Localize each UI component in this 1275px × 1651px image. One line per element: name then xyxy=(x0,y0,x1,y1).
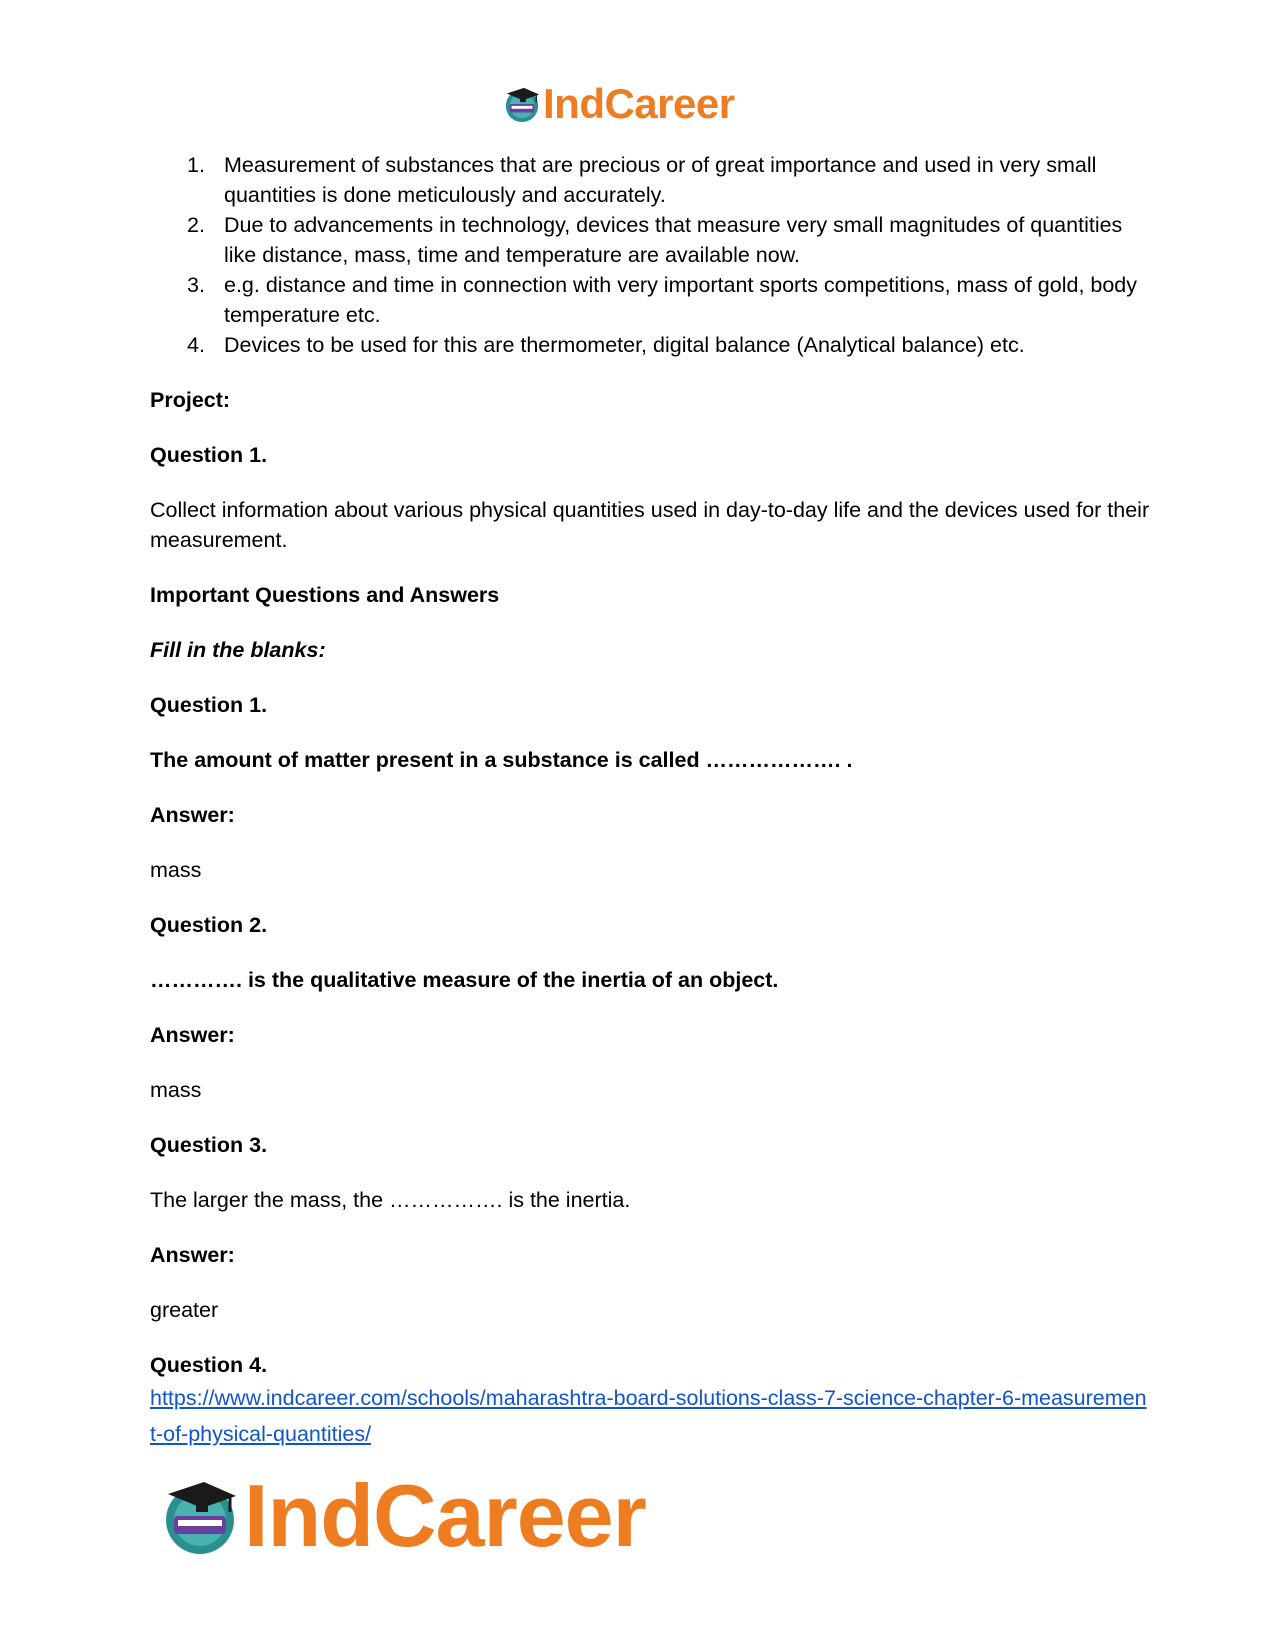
logo-wordmark: IndCareer xyxy=(244,1466,646,1565)
logo-wordmark: IndCareer xyxy=(543,80,735,127)
list-number: 4. xyxy=(187,333,205,357)
answer-text: mass xyxy=(150,1078,202,1102)
project-question-text: Collect information about various physical quantities used in day-to-day life and the devices used for their measurement. xyxy=(150,498,1150,552)
list-item xyxy=(150,270,1150,330)
question-label: Question 1. xyxy=(150,693,268,717)
answer-label: Answer: xyxy=(150,803,235,827)
document-body xyxy=(150,150,1150,1452)
question-text: The larger the mass, the ……………. is the inertia. xyxy=(150,1188,631,1212)
list-text: Due to advancements in technology, devices that measure very small magnitudes of quantities like distance, mass, time and temperature are available now. xyxy=(224,213,1123,267)
list-number: 1. xyxy=(187,153,205,177)
question-label: Question 4. xyxy=(150,1353,268,1377)
list-item xyxy=(150,210,1150,270)
footer-logo xyxy=(160,1468,646,1564)
answer-text: greater xyxy=(150,1298,219,1322)
list-item xyxy=(150,330,1150,360)
question-text: …………. is the qualitative measure of the inertia of an object. xyxy=(150,968,779,992)
list-number: 2. xyxy=(187,213,205,237)
answer-label: Answer: xyxy=(150,1023,235,1047)
project-question-label: Question 1. xyxy=(150,443,268,467)
list-number: 3. xyxy=(187,273,205,297)
list-text: Devices to be used for this are thermometer, digital balance (Analytical balance) etc. xyxy=(224,333,1025,357)
subsection-heading: Fill in the blanks: xyxy=(150,638,326,662)
list-item xyxy=(150,150,1150,210)
header-logo xyxy=(503,80,735,128)
question-label: Question 3. xyxy=(150,1133,268,1157)
project-heading: Project: xyxy=(150,388,231,412)
graduation-cap-book-globe-icon xyxy=(503,85,541,123)
numbered-list xyxy=(150,150,1150,360)
answer-label: Answer: xyxy=(150,1243,235,1267)
list-text: Measurement of substances that are precious or of great importance and used in very small quantities is done meticulously and accurately. xyxy=(224,153,1097,207)
section-heading: Important Questions and Answers xyxy=(150,583,500,607)
graduation-cap-book-globe-icon xyxy=(160,1476,240,1556)
list-text: e.g. distance and time in connection with very important sports competitions, mass of gold, body temperature etc. xyxy=(224,273,1138,327)
question-text: The amount of matter present in a substance is called ………………. . xyxy=(150,748,853,772)
answer-text: mass xyxy=(150,858,202,882)
source-link[interactable]: https://www.indcareer.com/schools/maharashtra-board-solutions-class-7-science-chapter-6-measurement-of-physical-quantities/ xyxy=(150,1386,1147,1446)
question-label: Question 2. xyxy=(150,913,268,937)
